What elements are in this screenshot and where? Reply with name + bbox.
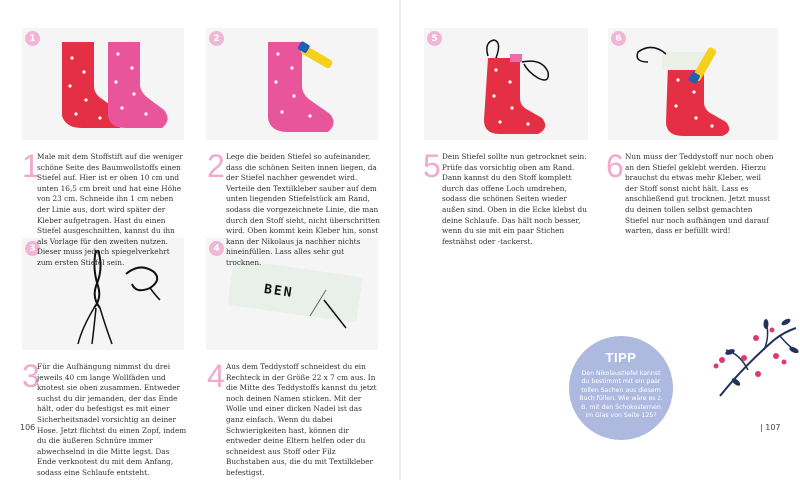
step-badge-4: 4 <box>209 241 224 256</box>
step-text-1: Male mit dem Stoffstift auf die weniger schöne Seite des Baumwollstoffs einen Stiefel auf. Hier ist er oben 10 cm und unten 16,5 cm breit und hat eine Höhe von 23 cm. Schneide ihn 1 cm neben der Linie aus, dort wird später der Kleber aufgetragen. Hast du einen Stiefel ausgeschnitten, kannst du ihn als Vorlage für den zweiten nutzen. Dieser muss jedoch spiegelverkehrt zum ersten Stiefel sein. <box>37 152 183 267</box>
step-badge-2: 2 <box>209 31 224 46</box>
step-badge-3: 3 <box>25 241 40 256</box>
step-number-1: 1 <box>22 148 40 184</box>
tip-body: Den Nikolaustiefel kannst du bestimmt mit ein paar tollen Sachen aus diesem Buch füllen. Wie wäre es z. B. mit den Schokosternen im Glas von Seite 125? <box>579 370 663 420</box>
step-number-6: 6 <box>606 148 624 184</box>
step-text-6: Nun muss der Teddystoff nur noch oben an den Stiefel geklebt werden. Hierzu brauchst du etwas mehr Kleber, weil der Stoff sonst nicht hält. Lass es anschließend gut trocknen. Jetzt musst du deinen tollen selbst gemachten Stiefel nur noch aufhängen und darauf warten, dass er befüllt wird! <box>625 152 774 236</box>
step-number-4: 4 <box>207 358 225 394</box>
stockings-cutout-illustration <box>22 28 184 140</box>
embroidered-name: BEN <box>263 282 295 301</box>
page-number-right: | 107 <box>760 423 781 432</box>
step-text-4: Aus dem Teddystoff schneidest du ein Rechteck in der Größe 22 x 7 cm aus. In die Mitte des Teddystoffs kannst du jetzt noch deinen Namen sticken. Mit der Wolle und einer dicken Nadel ist das ganz einfach. Wenn du dabei Schwierigkeiten hast, können dir entweder deine Eltern helfen oder du schneidest aus Stoff oder Filz Buchstaben aus, die du mit Textilkleber befestigst. <box>226 362 377 477</box>
photo-step-2 <box>206 28 378 140</box>
step-text-2: Lege die beiden Stiefel so aufeinander, dass die schönen Seiten innen liegen, da der Stiefel nachher gewendet wird. Verteile den Textilkleber sauber auf dem unten liegenden Stiefelstück am Rand, sodass die vorgezeichnete Linie, die man durch den Stoff sieht, nicht überschritten wird. Oben kommt kein Kleber hin, sonst kann der Nikolaus ja nachher nichts hineinfüllen. Lass alles sehr gut trocknen. <box>226 152 380 267</box>
step-number-5: 5 <box>423 148 441 184</box>
photo-step-6 <box>608 28 778 140</box>
step-text-3: Für die Aufhängung nimmst du drei jeweils 40 cm lange Wollfäden und knotest sie oben zusammen. Entweder suchst du dir jemanden, der das Ende hält, oder du befestigst es mit einer Sicherheitsnadel vorsichtig an deiner Hose. Jetzt flichtst du einen Zopf, indem du die äußeren Schnüre immer abwechselnd in die Mitte legst. Das Ende verknotest du mit dem Anfang, sodass eine Schlaufe entsteht. <box>37 362 187 477</box>
step-badge-1: 1 <box>25 31 40 46</box>
step-number-3: 3 <box>22 358 40 394</box>
step-number-2: 2 <box>207 148 225 184</box>
book-gutter <box>399 0 401 480</box>
tip-title: TIPP <box>605 350 637 365</box>
step-text-5: Dein Stiefel sollte nun getrocknet sein. Prüfe das vorsichtig oben am Rand. Dann kannst du den Stoff komplett durch das offene Loch umdrehen, sodass die schönen Seiten wieder außen sind. Oben in die Ecke klebst du deine Schlaufe. Das hält noch besser, wenn du sie mit ein paar Stichen festnähst oder -tackerst. <box>442 152 587 246</box>
finished-stocking-illustration <box>608 28 778 140</box>
berry-branch-illustration <box>700 310 800 400</box>
glued-stocking-illustration <box>206 28 378 140</box>
page-number-left: 106 <box>20 423 36 432</box>
tip-bubble <box>569 336 673 440</box>
turned-stocking-illustration <box>424 28 588 140</box>
photo-step-5 <box>424 28 588 140</box>
step-badge-5: 5 <box>427 31 442 46</box>
step-badge-6: 6 <box>611 31 626 46</box>
photo-step-1 <box>22 28 184 140</box>
